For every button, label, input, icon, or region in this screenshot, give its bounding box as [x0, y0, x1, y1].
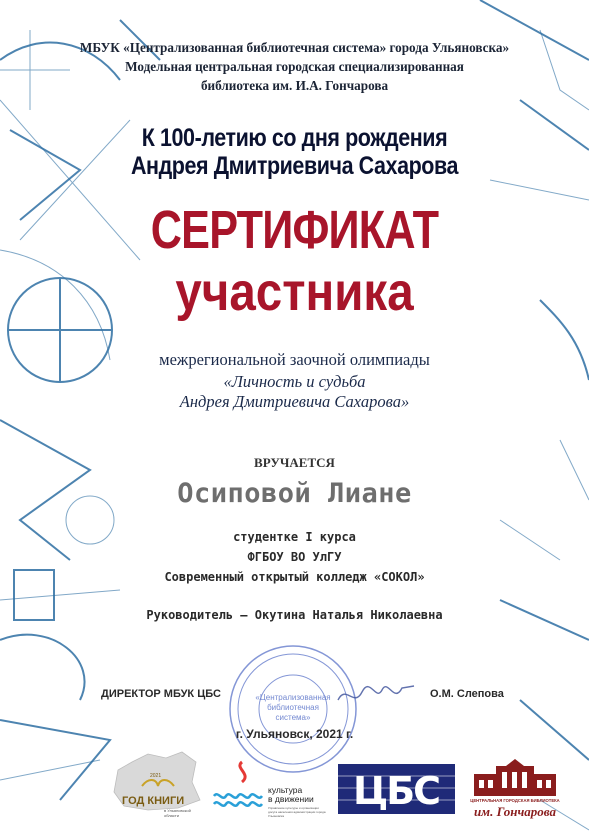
culture-label-line-2: в движении — [268, 794, 314, 804]
cbs-logo-text: ЦБС — [352, 769, 440, 813]
place-date: г. Ульяновск, 2021 г. — [235, 727, 354, 741]
year-of-book-region: в Ульяновской области — [164, 808, 191, 818]
director-name: О.М. Слепова — [430, 688, 504, 700]
certificate-subtitle: участника — [175, 262, 414, 322]
culture-label — [268, 786, 314, 804]
cbs-logo-mark — [338, 764, 455, 814]
stamp-line-2: библиотечная — [267, 703, 319, 712]
stamp-line-3: система» — [275, 713, 311, 722]
recipient-course: студентке I курса — [233, 530, 356, 544]
director-label: ДИРЕКТОР МБУК ЦБС — [101, 688, 221, 700]
anniversary-heading — [41, 124, 548, 180]
year-of-book-logo — [108, 748, 206, 818]
organization-header — [0, 38, 589, 95]
olympiad-name-line-2: Андрея Дмитриевича Сахарова» — [179, 392, 410, 411]
director-signature — [336, 680, 416, 710]
certificate-title: СЕРТИФИКАТ — [150, 200, 439, 260]
awarded-label: ВРУЧАЕТСЯ — [254, 455, 335, 470]
recipient-university: ФГБОУ ВО УлГУ — [247, 550, 342, 564]
cbs-logo — [338, 764, 455, 814]
anniversary-line-1: К 100-летию со дня рождения — [141, 124, 448, 152]
library-name: им. Гончарова — [473, 804, 557, 819]
culture-in-motion-logo — [212, 758, 326, 818]
organization-line-2: Модельная центральная городская специализированная — [125, 59, 464, 74]
stamp-line-1: «Централизованная — [255, 693, 331, 702]
olympiad-name-line-1: «Личность и судьба — [223, 372, 366, 391]
year-of-book-number: 2021 — [150, 773, 162, 779]
leader-line: Руководитель – Окутина Наталья Николаевна — [146, 608, 443, 622]
culture-small-text: Управление культуры и организации досуга населения администрации города Ульяновска — [268, 806, 326, 818]
year-of-book-label: ГОД КНИГИ — [122, 795, 185, 807]
recipient-college: Современный открытый колледж «СОКОЛ» — [164, 570, 425, 584]
culture-label-line-1: культура — [268, 785, 303, 795]
organization-line-3: библиотека им. И.А. Гончарова — [200, 78, 389, 93]
goncharov-library-logo — [466, 758, 564, 820]
anniversary-line-2: Андрея Дмитриевича Сахарова — [130, 152, 459, 180]
library-building-icon — [466, 758, 564, 798]
recipient-details — [0, 527, 589, 587]
organization-line-1: МБУК «Централизованная библиотечная система» города Ульяновска» — [79, 40, 510, 55]
culture-waves-icon — [212, 758, 268, 818]
olympiad-name — [0, 372, 589, 412]
olympiad-description: межрегиональной заочной олимпиады — [159, 350, 430, 369]
recipient-name: Осиповой Лиане — [177, 478, 412, 509]
library-small-text: ЦЕНТРАЛЬНАЯ ГОРОДСКАЯ БИБЛИОТЕКА — [470, 798, 560, 803]
